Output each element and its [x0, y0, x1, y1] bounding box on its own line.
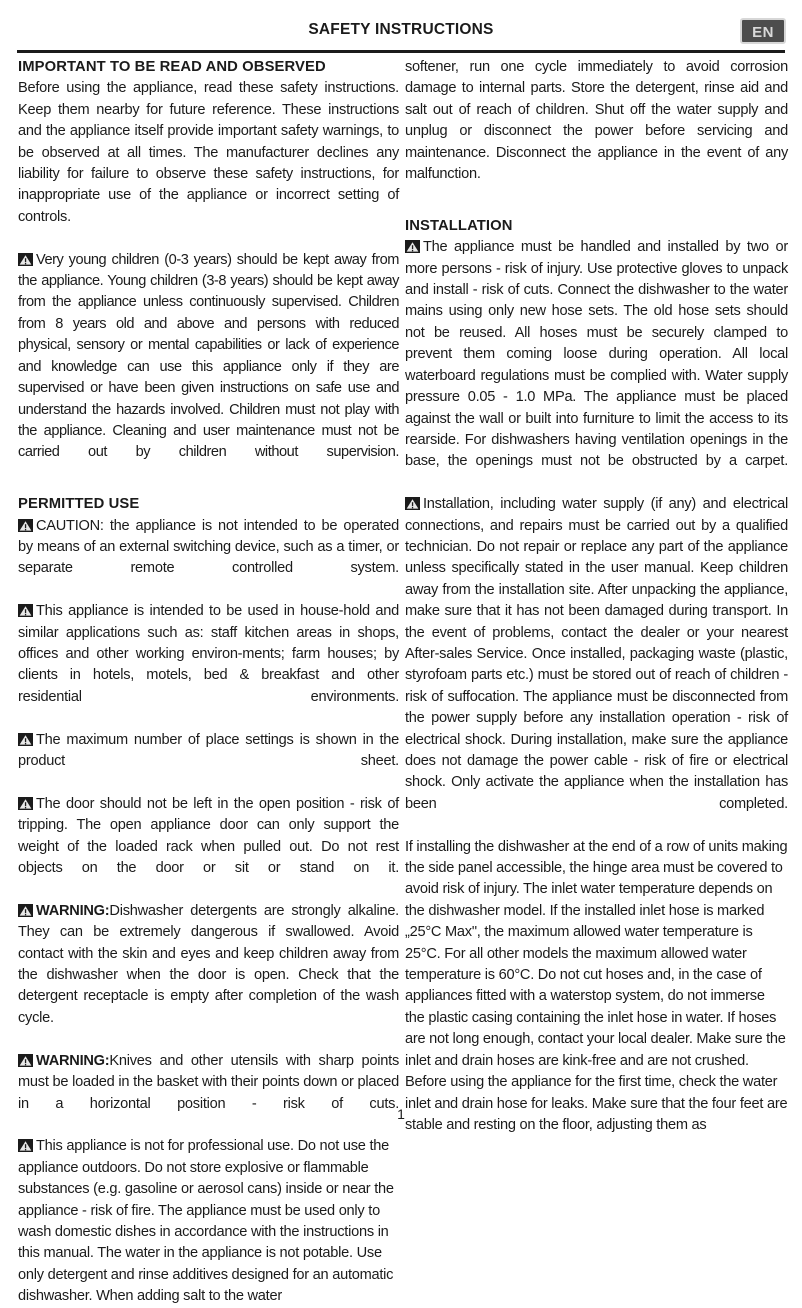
warning-triangle-icon [18, 604, 33, 617]
warning-triangle-icon [18, 733, 33, 746]
page-header [0, 0, 802, 52]
paragraph-qualified-technician [405, 494, 788, 837]
heading-installation: INSTALLATION [405, 217, 513, 234]
paragraph-professional-use [18, 1136, 399, 1307]
page-number: 1 [397, 1106, 405, 1122]
paragraph-intro: Before using the appliance, read these safety instructions. Keep them nearby for future reference. These instructions and the appliance itself provide important safety warnings, to be observed at all times. The manufacturer declines any liability for failure to observe these safety instructions, for inappropriate use of the appliance or incorrect setting of controls. [18, 80, 399, 225]
warning-triangle-icon [18, 253, 33, 266]
paragraph-household-use-text: This appliance is intended to be used in house-hold and similar applications such as: staff kitchen areas in shops, offices and other working environ-ments; farm houses; by clients in hotels, motels, bed & breakfast and other residential environments. [18, 603, 399, 705]
paragraph-warning-knives-text: Knives and other utensils with sharp points must be loaded in the basket with their points down or placed in a horizontal position - risk of cuts. [18, 1052, 399, 1112]
paragraph-door-open-position-text: The door should not be left in the open position - risk of tripping. The open appliance door can only support the weight of the loaded rack when pulled out. Do not rest objects on the door or sit or stand on it. [18, 795, 399, 877]
paragraph-end-of-row-install: If installing the dishwasher at the end of a row of units making the side panel accessible, the hinge area must be covered to avoid risk of injury. The inlet water temperature depends on the dishwasher model. If the installed inlet hose is marked „25°C Max", the maximum allowed water temperature is 25°C. For all other models the maximum allowed water temperature is 60°C. Do not cut hoses and, in the case of appliances fitted with a waterstop system, do not immerse the plastic casing containing the inlet hose in water. If hoses are not long enough, contact your local dealer. Make sure the inlet and drain hoses are kink-free and are not crushed. Before using the appliance for the first time, check the water inlet and drain hose for leaks. Make sure that the four feet are stable and resting on the floor, adjusting them as [405, 838, 788, 1133]
two-column-body [0, 57, 802, 1305]
paragraph-qualified-technician-text: Installation, including water supply (if any) and electrical connections, and repairs must be carried out by a qualified technician. Do not repair or replace any part of the appliance unless specifically stated in the user manual. Keep children away from the installation site. After unpacking the appliance, make sure that it has not been damaged during transport. In the event of problems, contact the dealer or your nearest After-sales Service. Once installed, packaging waste (plastic, styrofoam parts etc.) must be stored out of reach of children - risk of suffocation. The appliance must be disconnected from the power supply before any installation operation - risk of electrical shock. During installation, make sure the appliance does not damage the power cable - risk of fire or electrical shock. Only activate the appliance when the installation has been completed. [405, 496, 788, 812]
paragraph-children-warning-text: Very young children (0-3 years) should be kept away from the appliance. Young children (3-8 years) should be kept away from the appliance unless continuously supervised. Children from 8 years old and above and persons with reduced physical, sensory or mental capabilities or lack of experience and knowledge can use this appliance only if they are supervised or have been given instructions on safe use and understand the hazards involved. Children must not play with the appliance. Cleaning and user maintenance must not be carried out by children without supervision. [18, 251, 399, 461]
language-badge: EN [740, 18, 786, 44]
paragraph-place-settings-text: The maximum number of place settings is shown in the product sheet. [18, 731, 399, 769]
warning-triangle-icon [18, 904, 33, 917]
paragraph-warning-detergents [18, 901, 399, 1051]
warning-label-detergents: WARNING: [36, 902, 110, 919]
heading-permitted-use: PERMITTED USE [18, 496, 140, 513]
paragraph-door-open-position [18, 794, 399, 901]
paragraph-handling-installation [405, 237, 788, 494]
warning-triangle-icon [18, 1139, 33, 1152]
paragraph-caution-switching-device-text: CAUTION: the appliance is not intended to be operated by means of an external switching device, such as a timer, or separate remote controlled system. [18, 517, 399, 577]
paragraph-warning-knives [18, 1051, 399, 1137]
warning-label-knives: WARNING: [36, 1052, 110, 1069]
page-title: SAFETY INSTRUCTIONS [308, 21, 494, 38]
warning-triangle-icon [18, 1054, 33, 1067]
header-divider [17, 50, 785, 53]
paragraph-caution-switching-device [18, 516, 399, 602]
warning-triangle-icon [18, 519, 33, 532]
paragraph-warning-detergents-text: Dishwasher detergents are strongly alkaline. They can be extremely dangerous if swallowed. Avoid contact with the skin and eyes and keep children away from the dishwasher when the door is open. Check that the detergent receptacle is empty after completion of the wash cycle. [18, 902, 399, 1026]
heading-important-to-be-read: IMPORTANT TO BE READ AND OBSERVED [18, 59, 326, 75]
warning-triangle-icon [18, 797, 33, 810]
paragraph-softener-continued: softener, run one cycle immediately to avoid corrosion damage to internal parts. Store the detergent, rinse aid and salt out of reach of children. Shut off the water supply and unplug or disconnect the power before servicing and maintenance. Disconnect the appliance in the event of any malfunction. [405, 59, 788, 183]
paragraph-household-use [18, 601, 399, 729]
warning-triangle-icon [405, 497, 420, 510]
warning-triangle-icon [405, 240, 420, 253]
paragraph-professional-use-text: This appliance is not for professional use. Do not use the appliance outdoors. Do not store explosive or flammable substances (e.g. gasoline or aerosol cans) inside or near the appliance - risk of fire. The appliance must be used only to wash domestic dishes in accordance with the instructions in this manual. The water in the appliance is not potable. Use only detergent and rinse additives designed for an automatic dishwasher. When adding salt to the water [18, 1138, 394, 1305]
paragraph-children-warning [18, 250, 399, 485]
paragraph-handling-installation-text: The appliance must be handled and installed by two or more persons - risk of injury. Use protective gloves to unpack and install - risk of cuts. Connect the dishwasher to the water mains using only new hose sets. The old hose sets should not be reused. All hoses must be securely clamped to prevent them coming loose during operation. All local waterboard regulations must be complied with. Water supply pressure 0.05 - 1.0 MPa. The appliance must be placed against the wall or built into furniture to limit the access to its rearside. For dishwashers having ventilation openings in the base, the openings must not be obstructed by a carpet. [405, 239, 788, 470]
paragraph-place-settings [18, 730, 399, 794]
right-column [405, 57, 788, 1136]
